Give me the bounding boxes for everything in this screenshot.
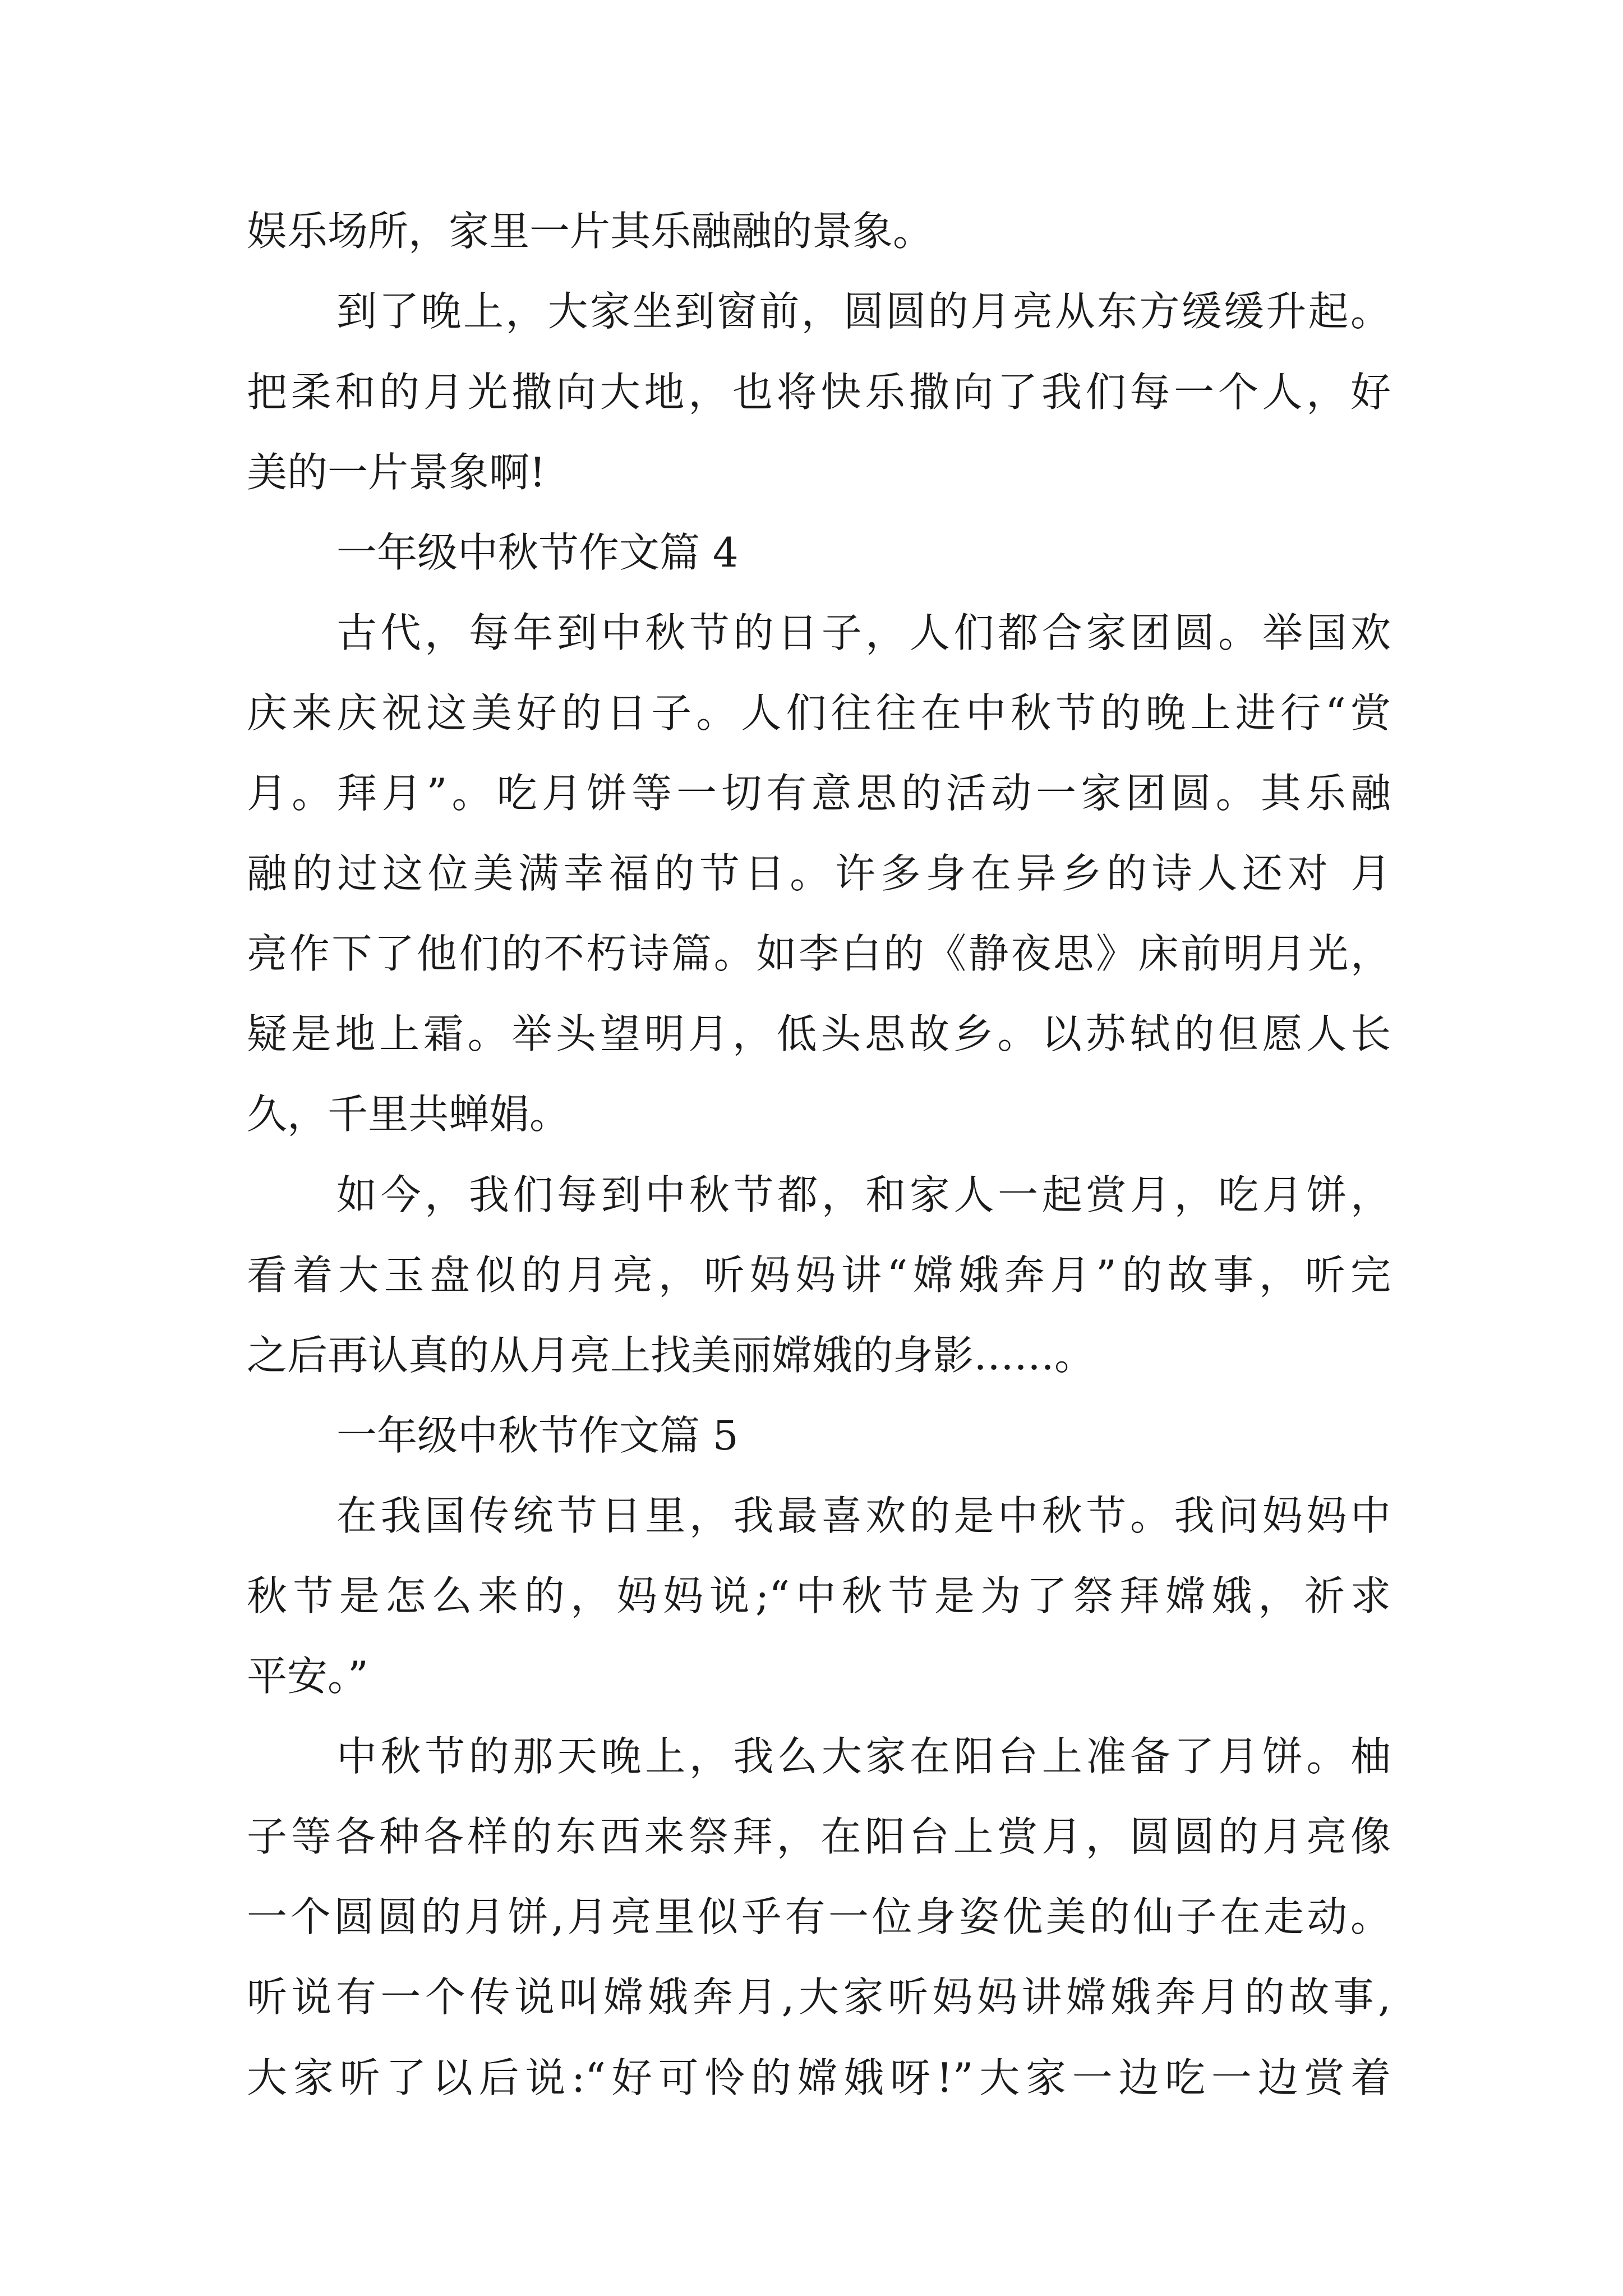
text-line: 把柔和的月光撒向大地，也将快乐撒向了我们每一个人，好 <box>247 369 1391 416</box>
text-line: 秋节是怎么来的，妈妈说;“中秋节是为了祭拜嫦娥，祈求 <box>247 1572 1391 1619</box>
text-line: 一个圆圆的月饼,月亮里似乎有一位身姿优美的仙子在走动。 <box>247 1893 1391 1940</box>
text-line: 美的一片景象啊! <box>247 449 546 496</box>
text-line: 古代，每年到中秋节的日子，人们都合家团圆。举国欢 <box>336 609 1391 656</box>
text-line: 在我国传统节日里，我最喜欢的是中秋节。我问妈妈中 <box>336 1492 1391 1539</box>
text-line: 中秋节的那天晚上，我么大家在阳台上准备了月饼。柚 <box>336 1733 1391 1780</box>
text-line: 如今，我们每到中秋节都，和家人一起赏月，吃月饼， <box>336 1171 1391 1218</box>
text-line: 融的过这位美满幸福的节日。许多身在异乡的诗人还对 月 <box>247 850 1391 897</box>
text-line: 月。拜月”。吃月饼等一切有意思的活动一家团圆。其乐融 <box>247 770 1391 817</box>
text-line: 到了晚上，大家坐到窗前，圆圆的月亮从东方缓缓升起。 <box>336 288 1391 335</box>
text-line: 看着大玉盘似的月亮，听妈妈讲“嫦娥奔月”的故事，听完 <box>247 1251 1391 1299</box>
text-line: 亮作下了他们的不朽诗篇。如李白的《静夜思》床前明月光， <box>247 930 1391 977</box>
text-line: 平安。” <box>247 1653 368 1700</box>
text-line: 大家听了以后说:“好可怜的嫦娥呀!”大家一边吃一边赏着 <box>247 2054 1391 2101</box>
section-heading: 一年级中秋节作文篇 5 <box>336 1412 739 1459</box>
text-line: 庆来庆祝这美好的日子。人们往往在中秋节的晚上进行“赏 <box>247 689 1391 737</box>
text-line: 子等各种各样的东西来祭拜，在阳台上赏月，圆圆的月亮像 <box>247 1813 1391 1860</box>
section-heading: 一年级中秋节作文篇 4 <box>336 529 739 576</box>
text-line: 久，千里共蝉娟。 <box>247 1091 570 1138</box>
text-line: 疑是地上霜。举头望明月，低头思故乡。以苏轼的但愿人长 <box>247 1010 1391 1057</box>
text-line: 听说有一个传说叫嫦娥奔月,大家听妈妈讲嫦娥奔月的故事, <box>247 1973 1391 2021</box>
text-line: 之后再认真的从月亮上找美丽嫦娥的身影……。 <box>247 1332 1095 1379</box>
text-line: 娱乐场所，家里一片其乐融融的景象。 <box>247 208 934 255</box>
